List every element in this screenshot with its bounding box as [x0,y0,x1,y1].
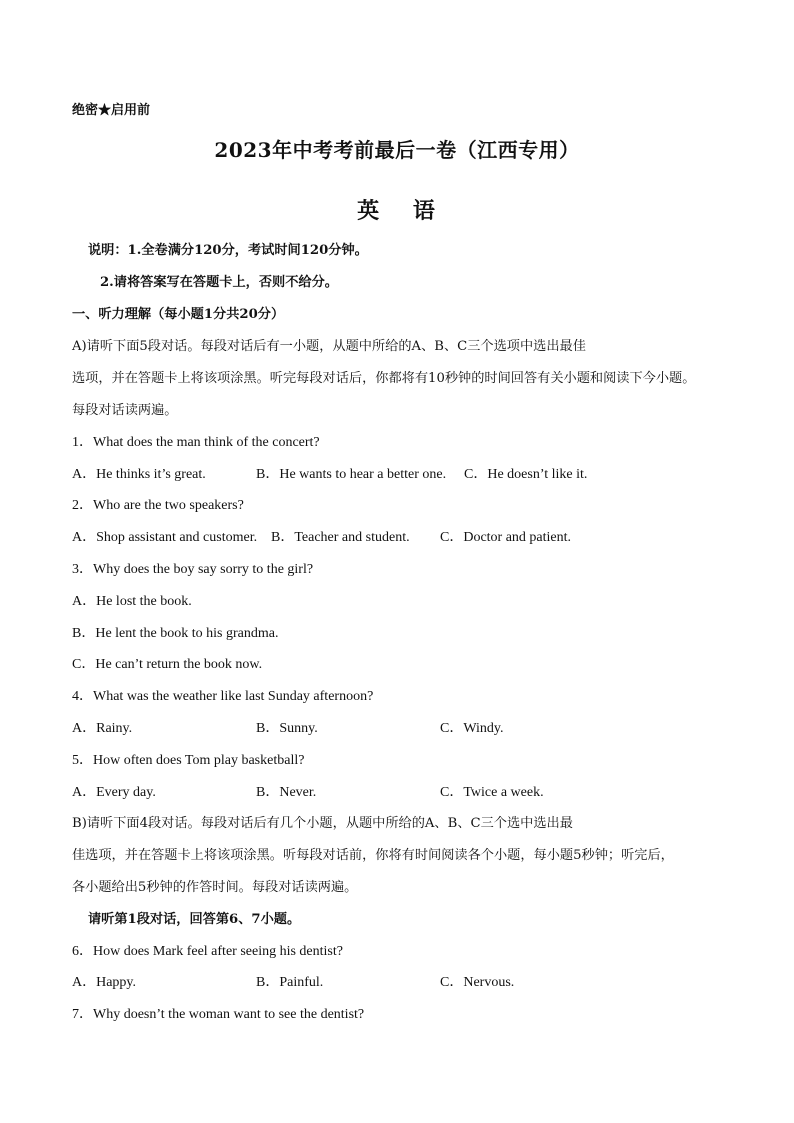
note-1: 说明：1.全卷满分120分，考试时间120分钟。 [88,243,368,258]
question-1-option-b[interactable]: B．He wants to hear a better one. [256,467,447,482]
question-5-option-a[interactable]: A．Every day. [72,785,156,800]
question-3-option-a[interactable]: A．He lost the book. [72,594,192,609]
question-3-option-c[interactable]: C．He can’t return the book now. [72,657,263,672]
question-3-option-b[interactable]: B．He lent the book to his grandma. [72,626,279,641]
confidential-label: 绝密★启用前 [72,103,151,118]
part-a-instruction-line-3: 每段对话读两遍。 [72,403,178,418]
question-4-option-a[interactable]: A．Rainy. [72,721,133,736]
part-a-instruction-line-1: A)请听下面5段对话。每段对话后有一小题，从题中所给的A、B、C三个选项中选出最佳 [72,339,586,354]
question-4-option-c[interactable]: C．Windy. [440,721,504,736]
part-b-instruction-line-2: 佳选项，并在答题卡上将该项涂黑。听每段对话前，你将有时间阅读各个小题，每小题5秒钟；听完后， [72,848,674,863]
question-7-stem: 7．Why doesn’t the woman want to see the dentist? [72,1007,365,1022]
question-2-option-a[interactable]: A．Shop assistant and customer. [72,530,258,545]
question-4-stem: 4．What was the weather like last Sunday afternoon? [72,689,374,704]
question-2-stem: 2．Who are the two speakers? [72,498,244,513]
note-2: 2.请将答案写在答题卡上，否则不给分。 [100,275,338,290]
question-6-stem: 6．How does Mark feel after seeing his dentist? [72,944,343,959]
section-heading: 一、听力理解（每小题1分共20分） [72,307,285,322]
question-5-option-b[interactable]: B．Never. [256,785,317,800]
question-6-option-c[interactable]: C．Nervous. [440,975,515,990]
question-5-stem: 5．How often does Tom play basketball? [72,753,305,768]
question-4-option-b[interactable]: B．Sunny. [256,721,318,736]
question-2-option-b[interactable]: B．Teacher and student. [271,530,410,545]
question-1-option-c[interactable]: C．He doesn’t like it. [464,467,588,482]
dialog-1-instruction: 请听第1段对话，回答第6、7小题。 [88,912,301,927]
question-2-option-c[interactable]: C．Doctor and patient. [440,530,572,545]
exam-title: 2023年中考考前最后一卷（江西专用） [214,138,580,162]
question-1-option-a[interactable]: A．He thinks it’s great. [72,467,206,482]
question-5-option-c[interactable]: C．Twice a week. [440,785,544,800]
part-b-instruction-line-1: B)请听下面4段对话。每段对话后有几个小题，从题中所给的A、B、C三个选中选出最 [72,816,573,831]
subject-title: 英 语 [357,198,437,224]
question-6-option-b[interactable]: B．Painful. [256,975,324,990]
part-a-instruction-line-2: 选项，并在答题卡上将该项涂黑。听完每段对话后，你都将有10秒钟的时间回答有关小题和阅读下今小题。 [72,371,696,386]
question-6-option-a[interactable]: A．Happy. [72,975,137,990]
question-1-stem: 1．What does the man think of the concert? [72,435,320,450]
part-b-instruction-line-3: 各小题给出5秒钟的作答时间。每段对话读两遍。 [72,880,358,895]
question-3-stem: 3．Why does the boy say sorry to the girl? [72,562,314,577]
